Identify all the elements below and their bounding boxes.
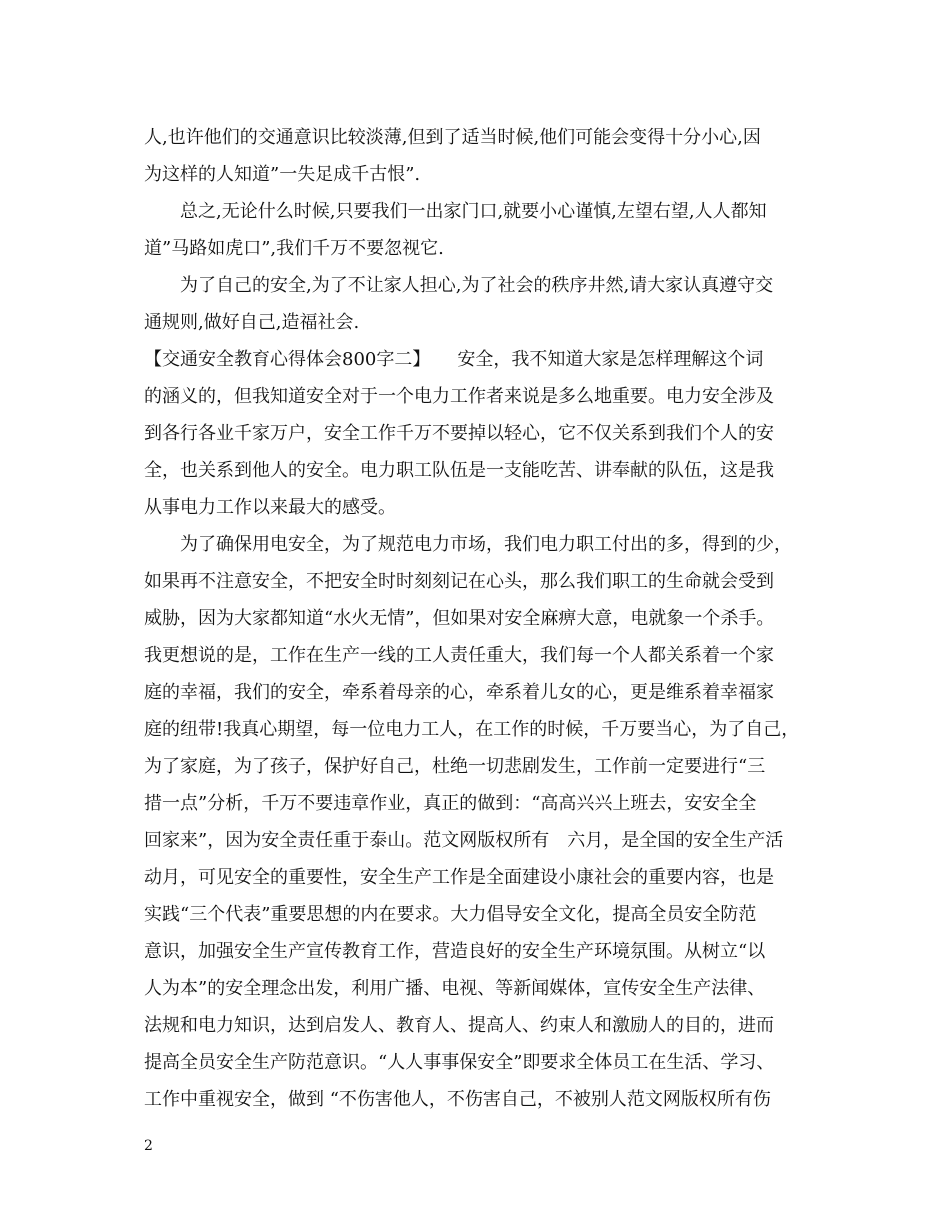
body-text xyxy=(144,119,814,1118)
text-line: 到各行各业千家万户，安全工作千万不要掉以轻心，它不仅关系到我们个人的安 xyxy=(144,423,774,444)
text-line: 道”马路如虎口”,我们千万不要忽视它. xyxy=(144,238,444,259)
text-line: 提高全员安全生产防范意识。“人人事事保安全”即要求全体员工在生活、学习、 xyxy=(144,1052,775,1073)
text-line: 我更想说的是，工作在生产一线的工人责任重大，我们每一个人都关系着一个家 xyxy=(144,645,774,666)
page-number: 2 xyxy=(144,1138,153,1154)
text-line: 回家来”，因为安全责任重于泰山。范文网版权所有 六月，是全国的安全生产活 xyxy=(144,830,784,851)
text-line: 人为本”的安全理念出发，利用广播、电视、等新闻媒体，宣传安全生产法律、 xyxy=(144,978,766,999)
text-line: 从事电力工作以来最大的感受。 xyxy=(144,497,396,518)
text-line: 动月，可见安全的重要性，安全生产工作是全面建设小康社会的重要内容，也是 xyxy=(144,867,774,888)
text-line: 措一点”分析，千万不要违章作业，真正的做到：“高高兴兴上班去，安安全全 xyxy=(144,793,757,814)
text-line: 为了家庭，为了孩子，保护好自己，杜绝一切悲剧发生，工作前一定要进行“三 xyxy=(144,756,766,777)
text-line: 如果再不注意安全，不把安全时时刻刻记在心头，那么我们职工的生命就会受到 xyxy=(144,571,774,592)
text-line: 威胁，因为大家都知道“水火无情”，但如果对安全麻痹大意，电就象一个杀手。 xyxy=(144,608,775,629)
text-line: 庭的幸福，我们的安全，牵系着母亲的心，牵系着儿女的心，更是维系着幸福家 xyxy=(144,682,774,703)
text-line: 人,也许他们的交通意识比较淡薄,但到了适当时候,他们可能会变得十分小心,因 xyxy=(144,127,761,148)
text-line: 通规则,做好自己,造福社会. xyxy=(144,312,360,333)
text-line: 意识，加强安全生产宣传教育工作，营造良好的安全生产环境氛围。从树立“以 xyxy=(144,941,766,962)
text-line: 全，也关系到他人的安全。电力职工队伍是一支能吃苦、讲奉献的队伍，这是我 xyxy=(144,460,774,481)
text-line: 总之,无论什么时候,只要我们一出家门口,就要小心谨慎,左望右望,人人都知 xyxy=(180,201,767,222)
text-line: 法规和电力知识，达到启发人、教育人、提高人、约束人和激励人的目的，进而 xyxy=(144,1015,774,1036)
text-line: 为这样的人知道”一失足成千古恨”. xyxy=(144,164,421,185)
text-line: 为了确保用电安全，为了规范电力市场，我们电力职工付出的多，得到的少， xyxy=(180,534,792,555)
text-line: 为了自己的安全,为了不让家人担心,为了社会的秩序井然,请大家认真遵守交 xyxy=(180,275,774,296)
text-line: 庭的纽带!我真心期望，每一位电力工人，在工作的时候，千万要当心，为了自己， xyxy=(144,719,800,740)
text-line: 实践“三个代表”重要思想的内在要求。大力倡导安全文化，提高全员安全防范 xyxy=(144,904,757,925)
text-line: 的涵义的，但我知道安全对于一个电力工作者来说是多么地重要。电力安全涉及 xyxy=(144,386,774,407)
text-line: 工作中重视安全，做到 “不伤害他人，不伤害自己，不被别人范文网版权所有伤 xyxy=(144,1089,771,1110)
section-heading-line: 【交通安全教育心得体会800字二】 安全，我不知道大家是怎样理解这个词 xyxy=(144,349,764,370)
